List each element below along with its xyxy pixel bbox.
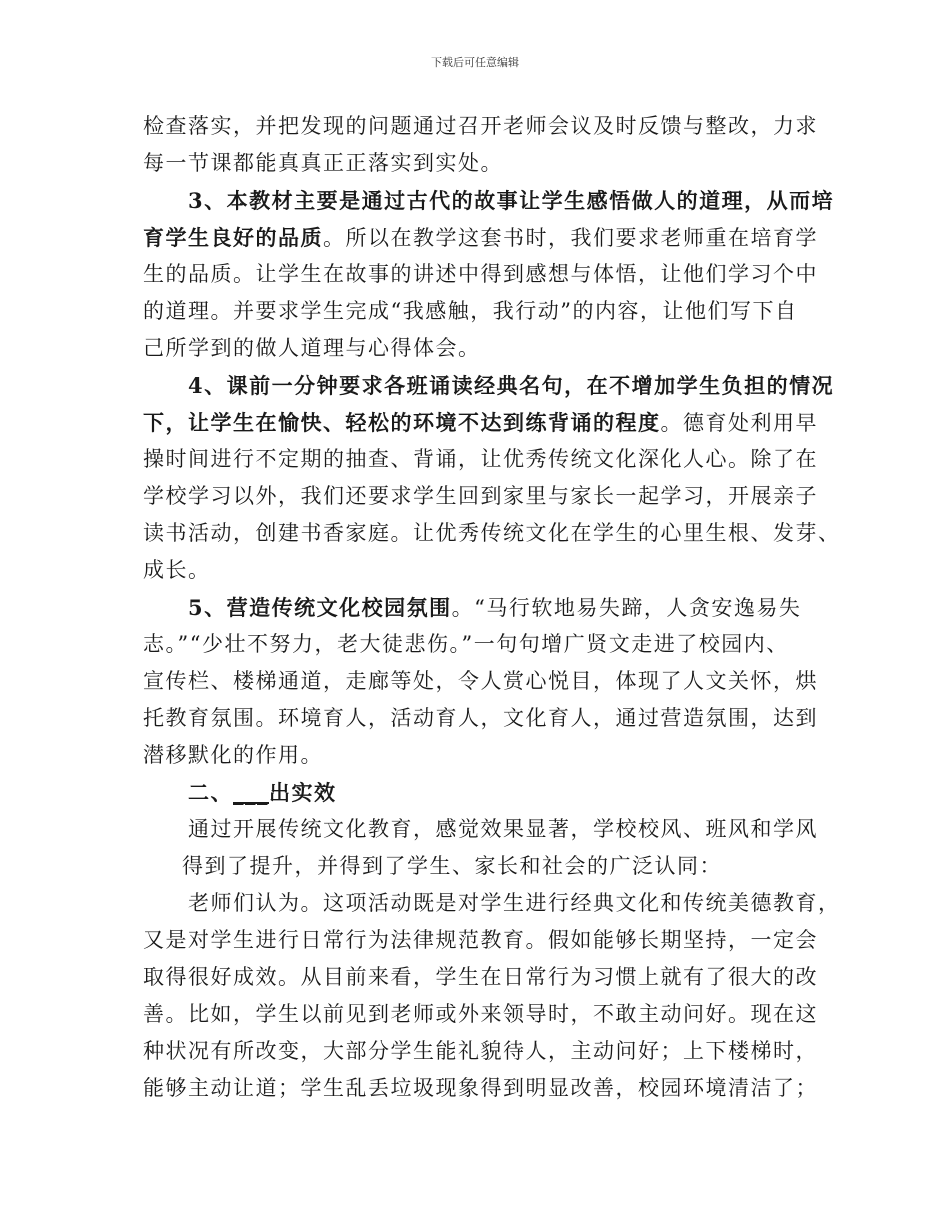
- body-line: 通过开展传统文化教育，感觉效果显著，学校校风、班风和学风: [188, 817, 818, 841]
- body-line: 学校学习以外，我们还要求学生回到家里与家长一起学习，开展亲子: [143, 484, 818, 508]
- body-line: 得到了提升，并得到了学生、家长和社会的广泛认同：: [182, 854, 722, 878]
- bold-phrase: 5、营造传统文化校园氛围: [188, 595, 452, 620]
- heading-blank: ___: [233, 780, 269, 805]
- body-line: 善。比如，学生以前见到老师或外来领导时，不敢主动问好。现在这: [143, 1002, 818, 1026]
- body-text: 。“马行软地易失蹄，人贪安逸易失: [451, 596, 802, 620]
- heading-number: 二、: [188, 780, 233, 805]
- body-line: 读书活动，创建书香家庭。让优秀传统文化在学生的心里生根、发芽、: [143, 521, 841, 545]
- numbered-point-4: 4、课前一分钟要求各班诵读经典名句，在不增加学生负担的情况: [188, 373, 835, 398]
- body-line: 成长。: [143, 558, 211, 582]
- bold-phrase: 下，让学生在愉快、轻松的环境不达到练背诵的程度: [143, 410, 661, 435]
- body-line: 宣传栏、楼梯通道，走廊等处，令人赏心悦目，体现了人文关怀，烘: [143, 669, 818, 693]
- body-line: [143, 404, 823, 442]
- body-text: 。德育处利用早: [660, 411, 818, 435]
- body-line: 能够主动让道；学生乱丢垃圾现象得到明显改善，校园环境清洁了；: [143, 1076, 818, 1100]
- body-line: 的道理。并要求学生完成“我感触，我行动”的内容，让他们写下自: [143, 299, 798, 323]
- body-line: 每一节课都能真真正正落实到实处。: [143, 151, 503, 175]
- section-heading: [188, 774, 868, 812]
- body-line: 操时间进行不定期的抽查、背诵，让优秀传统文化深化人心。除了在: [143, 447, 818, 471]
- body-line: 取得很好成效。从目前来看，学生在日常行为习惯上就有了很大的改: [143, 965, 818, 989]
- body-line: 潜移默化的作用。: [143, 743, 323, 767]
- body-line: 己所学到的做人道理与心得体会。: [143, 336, 481, 360]
- body-line: 托教育氛围。环境育人，活动育人，文化育人，通过营造氛围，达到: [143, 706, 818, 730]
- numbered-point-5: [188, 589, 868, 627]
- body-line: 又是对学生进行日常行为法律规范教育。假如能够长期坚持，一定会: [143, 928, 818, 952]
- body-text: 。所以在教学这套书时，我们要求老师重在培育学: [323, 226, 818, 250]
- body-line: 生的品质。让学生在故事的讲述中得到感想与体悟，让他们学习个中: [143, 262, 818, 286]
- heading-title: 出实效: [269, 780, 337, 805]
- body-line: 志。”“少壮不努力，老大徒悲伤。”一句句增广贤文走进了校园内、: [143, 632, 789, 656]
- body-line: [143, 219, 823, 257]
- bold-phrase: 育学生良好的品质: [143, 225, 323, 250]
- numbered-point-3: 3、本教材主要是通过古代的故事让学生感悟做人的道理，从而培: [188, 188, 835, 213]
- body-line: 检查落实，并把发现的问题通过召开老师会议及时反馈与整改，力求: [143, 114, 818, 138]
- body-line: 种状况有所改变，大部分学生能礼貌待人，主动问好；上下楼梯时，: [143, 1039, 818, 1063]
- body-line: 老师们认为。这项活动既是对学生进行经典文化和传统美德教育，: [188, 891, 841, 915]
- page-header: 下载后可任意编辑: [431, 56, 519, 69]
